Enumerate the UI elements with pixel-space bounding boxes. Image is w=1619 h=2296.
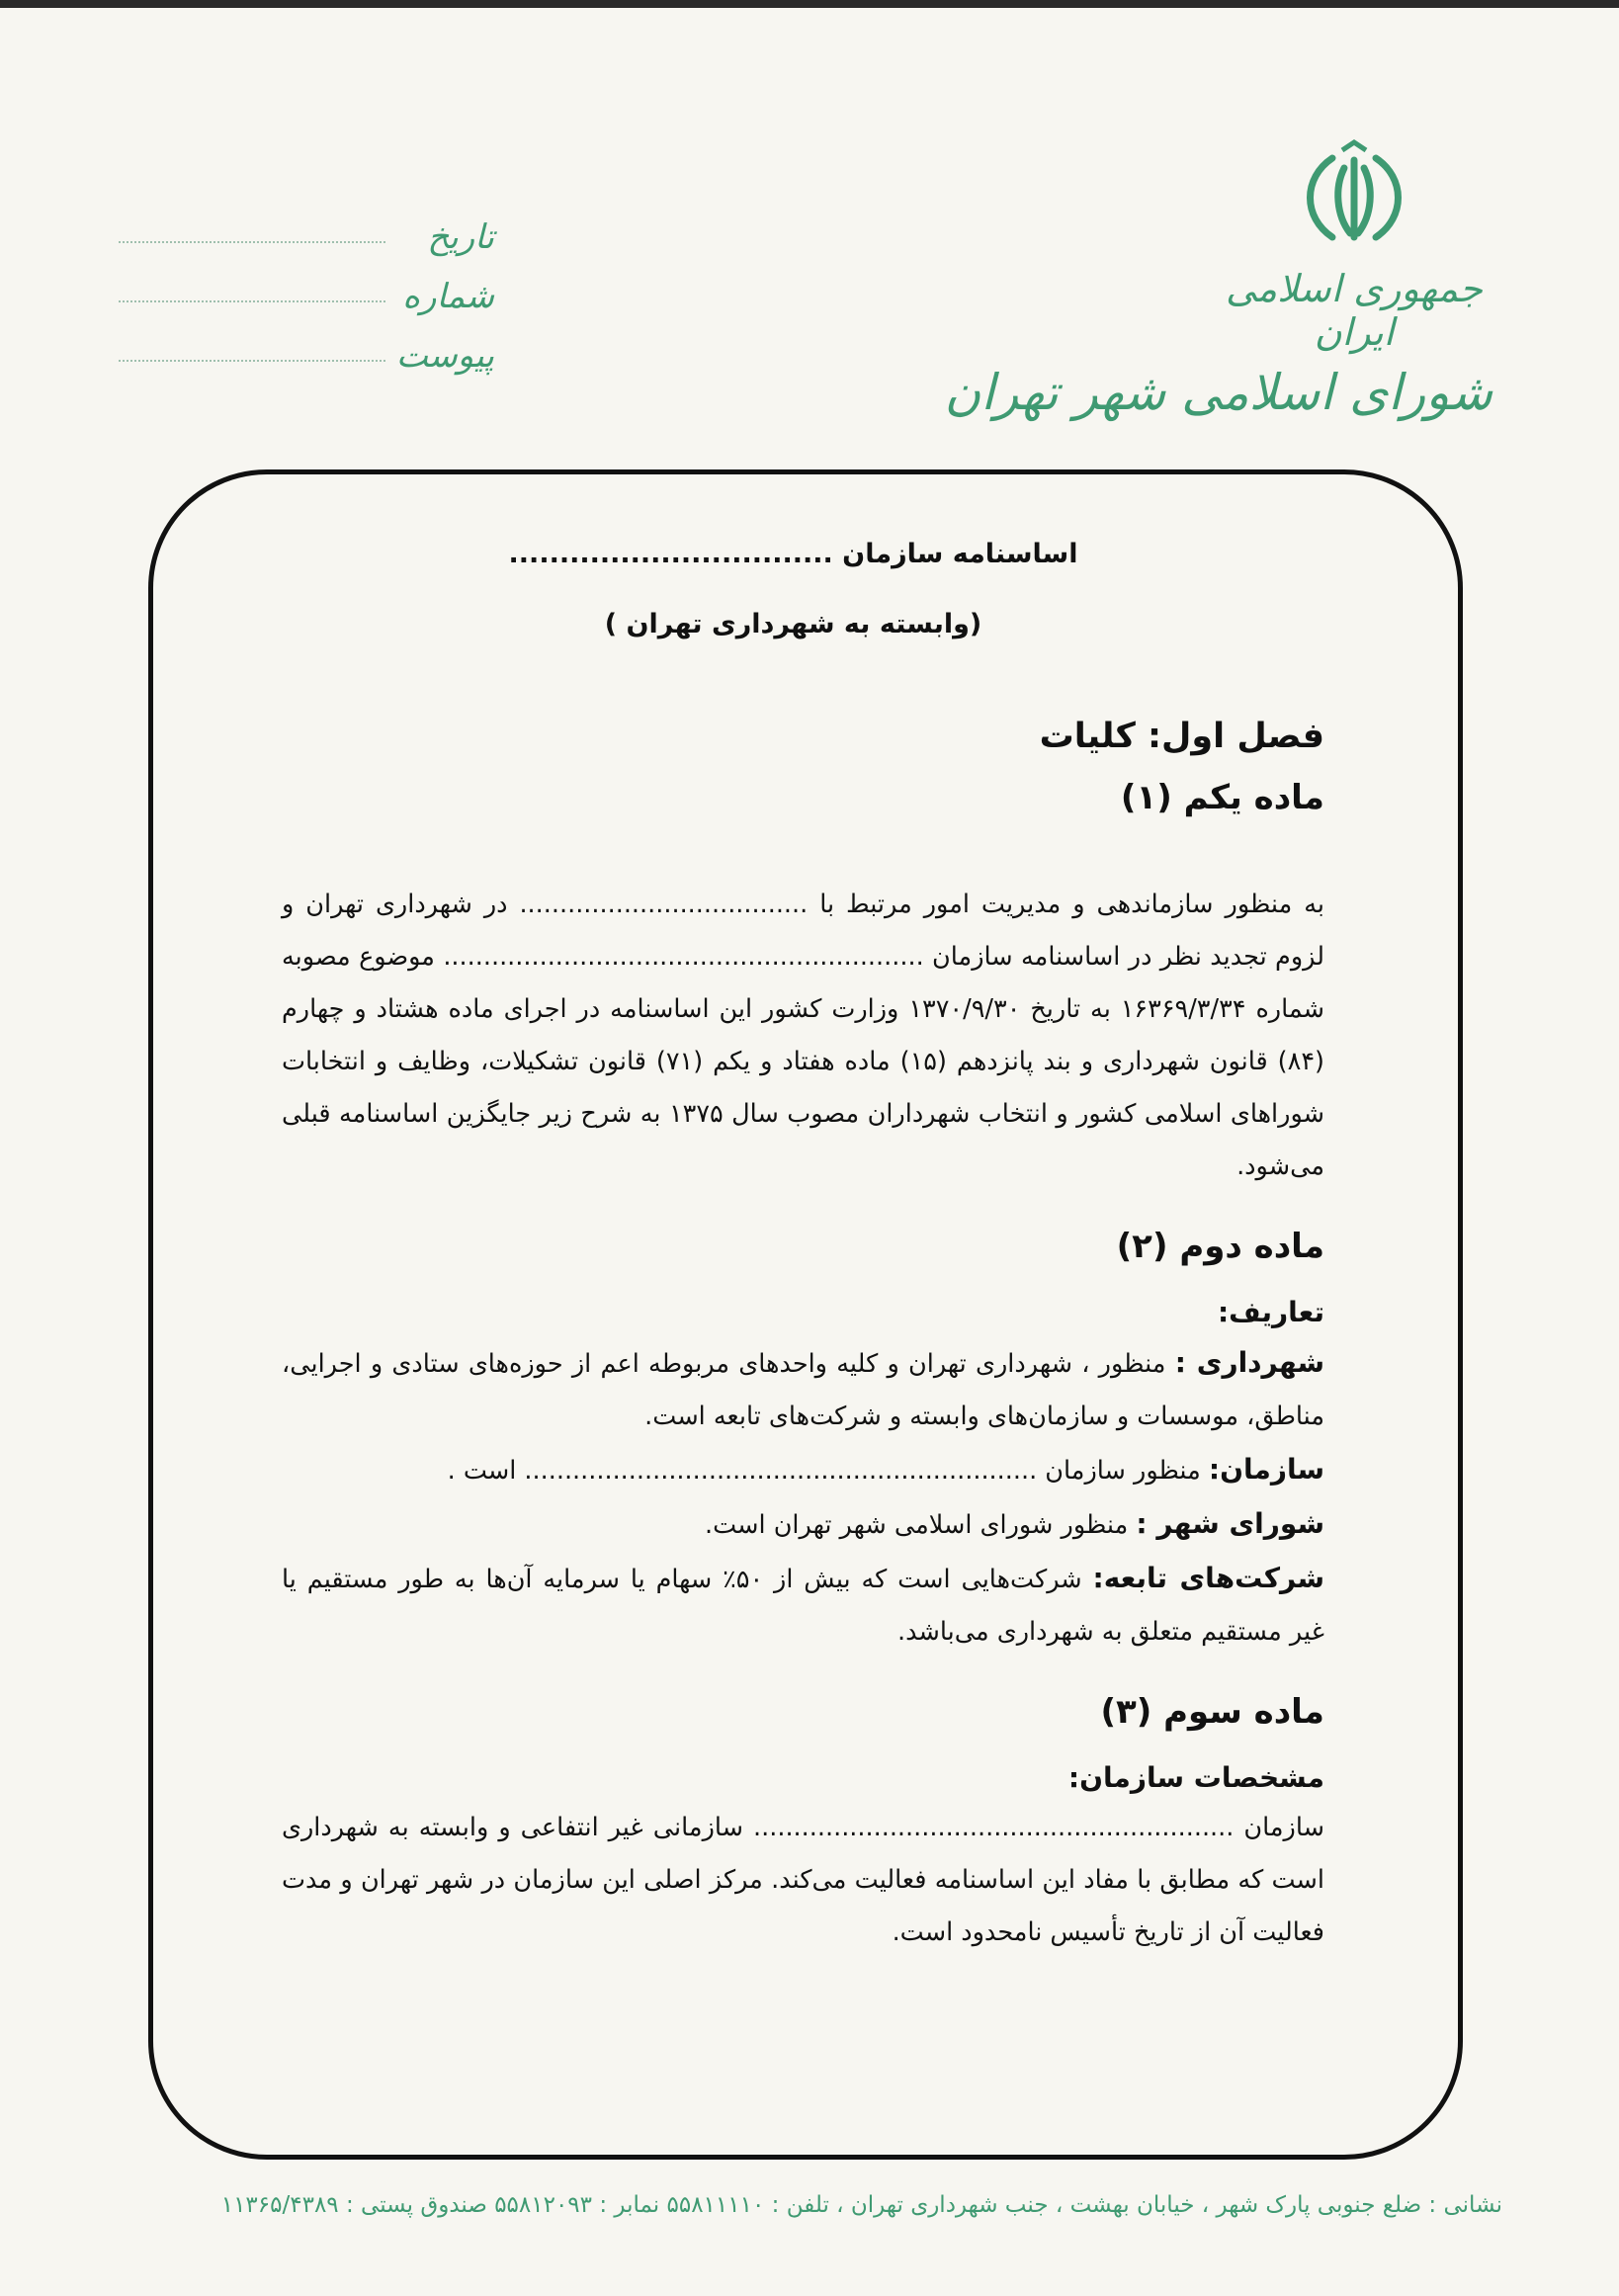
definitions-label: تعاریف: — [1217, 1296, 1324, 1328]
number-field — [119, 300, 385, 302]
document-subtitle: (وابسته به شهرداری تهران ) — [604, 609, 982, 639]
organization-specs-label: مشخصات سازمان: — [1067, 1761, 1324, 1794]
number-row — [119, 257, 494, 316]
number-label: شماره — [402, 277, 494, 316]
article-1-heading: ماده یکم (۱) — [1120, 778, 1324, 817]
document-title: اساسنامه سازمان ................................ — [508, 539, 1078, 569]
attachment-field — [119, 360, 385, 362]
definition-term: شورای شهر : — [1136, 1507, 1324, 1540]
definition-text: منظور سازمان ................................................................ است . — [447, 1456, 1209, 1486]
article-1-text: به منظور سازماندهی و مدیریت امور مرتبط با .................................... در شهرداری تهران و لزوم تجدید نظر در اساسنامه سازمان ............................................................ موضوع مصوبه شماره ۱۶۳۶۹/۳/۳۴ به تاریخ ۱۳۷۰/۹/۳۰ وزارت کشور این اساسنامه در اجرای ماده هشتاد و چهارم (۸۴) قانون شهرداری و بند پانزدهم (۱۵) ماده هفتاد و یکم (۷۱) قانون تشکیلات، وظایف و انتخابات شوراهای اسلامی کشور و انتخاب شهرداران مصوب سال ۱۳۷۵ به شرح زیر جایگزین اساسنامه قبلی می‌شود. — [282, 890, 1324, 1181]
article-2-heading: ماده دوم (۲) — [1116, 1227, 1324, 1266]
definition-item — [282, 1552, 1324, 1658]
letter-meta — [119, 198, 494, 376]
iran-emblem-icon — [1295, 138, 1413, 247]
definition-text: منظور ، شهرداری تهران و کلیه واحدهای مربوطه اعم از حوزه‌های ستادی و اجرایی، مناطق، موسسات و سازمان‌های وابسته و شرکت‌های تابعه است. — [282, 1349, 1324, 1431]
definition-term: شهرداری : — [1174, 1346, 1324, 1379]
definition-item — [282, 1443, 1324, 1497]
definition-term: شرکت‌های تابعه: — [1092, 1562, 1324, 1594]
attachment-label: پیوست — [395, 336, 494, 376]
document-body — [282, 539, 1324, 1959]
definition-text: منظور شورای اسلامی شهر تهران است. — [705, 1510, 1137, 1540]
country-name: جمهوری اسلامی ایران — [1226, 267, 1483, 354]
definition-text: شرکت‌هایی است که بیش از ۵۰٪ سهام یا سرمایه آن‌ها به طور مستقیم یا غیر مستقیم متعلق به شهرداری می‌باشد. — [282, 1565, 1324, 1647]
letterhead — [944, 138, 1492, 421]
date-label: تاریخ — [427, 217, 494, 257]
scan-top-edge — [0, 0, 1619, 8]
article-3-heading: ماده سوم (۳) — [1100, 1692, 1324, 1732]
article-3-text: سازمان ............................................................ سازمانی غیر انتفاعی و وابسته به شهرداری است که مطابق با مفاد این اساسنامه فعالیت می‌کند. مرکز اصلی این سازمان در شهر تهران و مدت فعالیت آن از تاریخ تأسیس نامحدود است. — [282, 1813, 1324, 1947]
date-row — [119, 198, 494, 257]
footer-address: نشانی : ضلع جنوبی پارک شهر ، خیابان بهشت ، جنب شهرداری تهران ، تلفن : ۵۵۸۱۱۱۱۰ نمابر : ۵۵۸۱۲۰۹۳ صندوق پستی : ۱۱۳۶۵/۴۳۸۹ — [220, 2192, 1502, 2218]
attachment-row — [119, 316, 494, 376]
definition-term: سازمان: — [1208, 1453, 1324, 1486]
date-field — [119, 241, 385, 243]
definition-item — [282, 1497, 1324, 1552]
chapter-heading: فصل اول: کلیات — [1039, 717, 1324, 756]
council-name: شورای اسلامی شهر تهران — [944, 364, 1492, 421]
definition-item — [282, 1336, 1324, 1443]
